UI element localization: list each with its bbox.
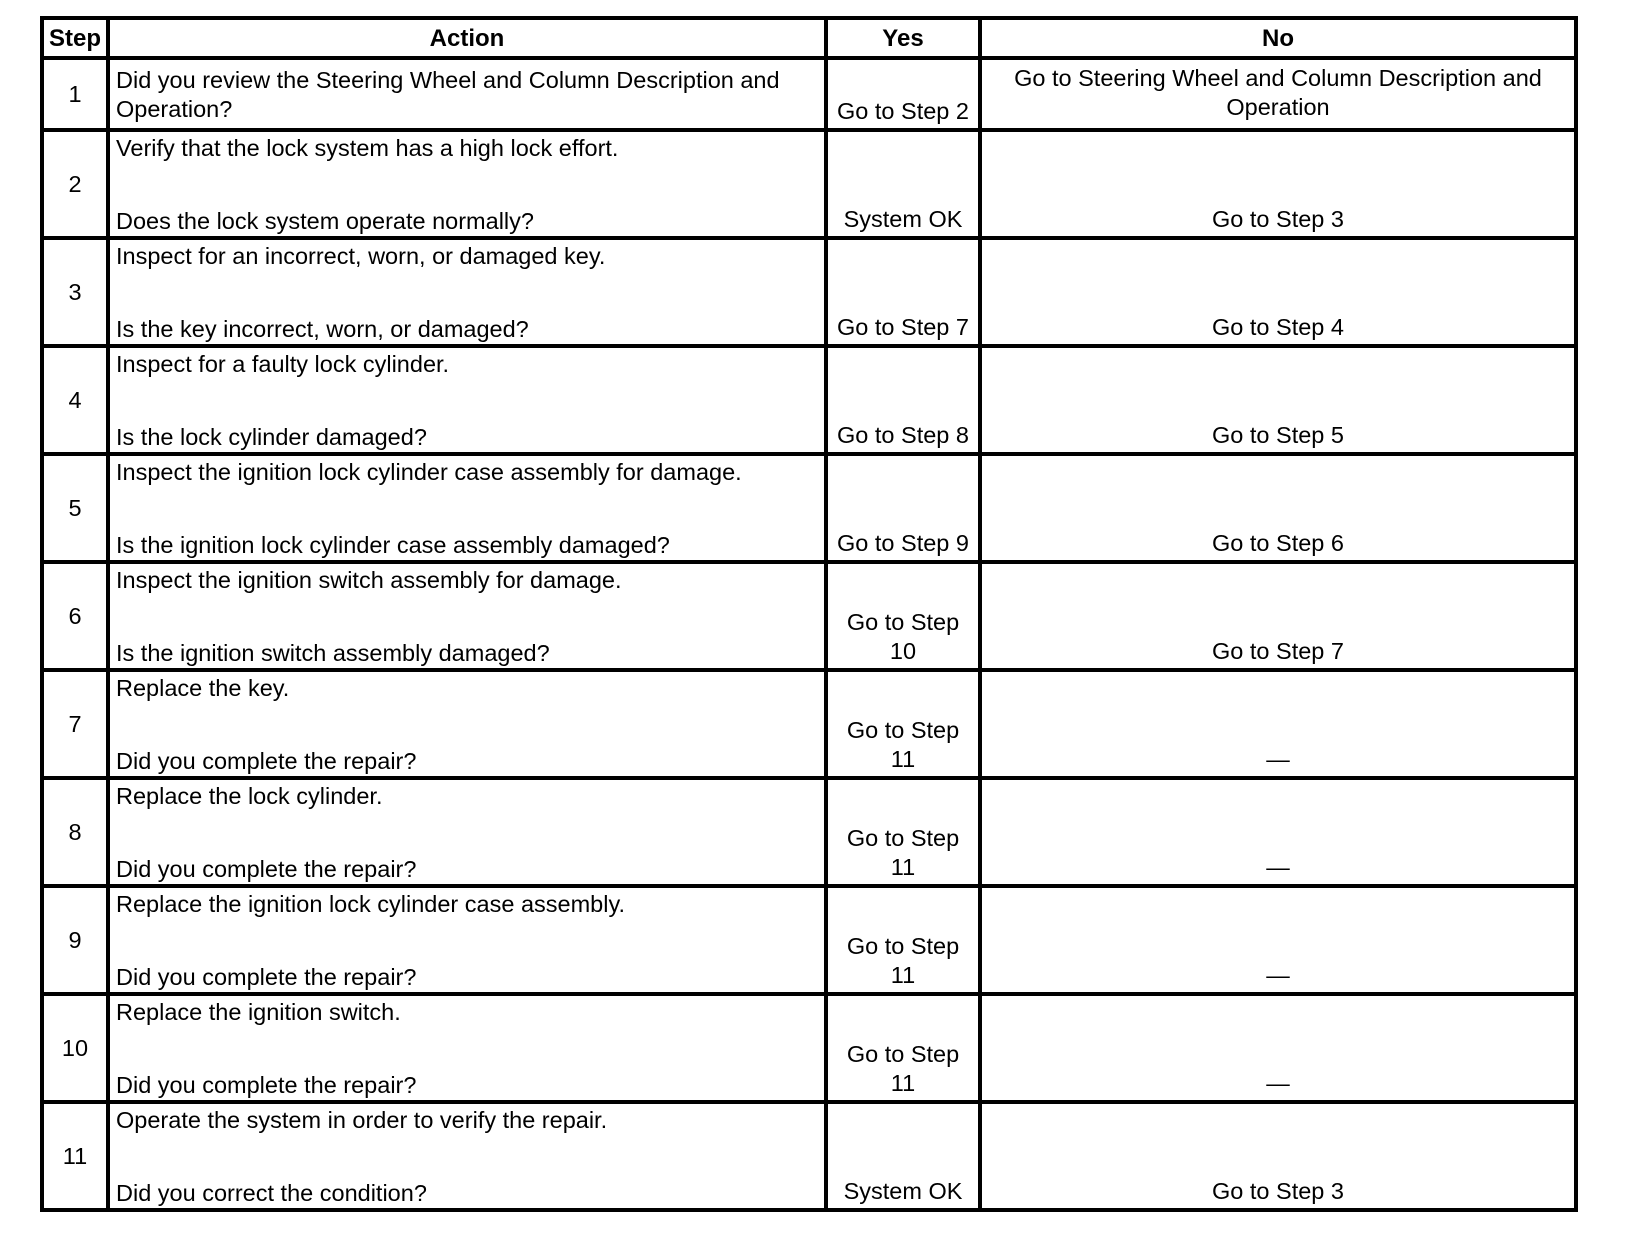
action-instruction: Replace the lock cylinder.: [116, 783, 383, 809]
action-question: Is the ignition lock cylinder case assembly damaged?: [116, 532, 670, 558]
table-body: [42, 58, 1576, 1210]
table-row: [42, 346, 1576, 454]
action-question: Did you complete the repair?: [116, 856, 417, 882]
action-question: Did you complete the repair?: [116, 1072, 417, 1098]
header-row: [42, 18, 1576, 58]
action-cell: [108, 562, 826, 670]
yes-result: Go to Step 2: [826, 58, 980, 130]
action-instruction: Replace the ignition lock cylinder case assembly.: [116, 891, 625, 917]
action-question: Is the lock cylinder damaged?: [116, 424, 427, 450]
no-result: —: [980, 994, 1576, 1102]
action-instruction: Replace the key.: [116, 675, 290, 701]
step-number: 4: [42, 346, 108, 454]
yes-result: Go to Step 7: [826, 238, 980, 346]
table-row: [42, 58, 1576, 130]
step-number: 11: [42, 1102, 108, 1210]
step-number: 3: [42, 238, 108, 346]
action-cell: [108, 886, 826, 994]
no-result: Go to Step 3: [980, 1102, 1576, 1210]
yes-result: Go to Step 11: [826, 994, 980, 1102]
no-result: —: [980, 670, 1576, 778]
action-question: Does the lock system operate normally?: [116, 208, 534, 234]
yes-result: System OK: [826, 1102, 980, 1210]
step-number: 1: [42, 58, 108, 130]
action-question: Did you correct the condition?: [116, 1180, 427, 1206]
table-row: [42, 886, 1576, 994]
yes-result: Go to Step 11: [826, 886, 980, 994]
table-row: [42, 454, 1576, 562]
action-instruction: Verify that the lock system has a high lock effort.: [116, 135, 619, 161]
action-instruction: Replace the ignition switch.: [116, 999, 401, 1025]
header-yes: Yes: [826, 18, 980, 58]
step-number: 2: [42, 130, 108, 238]
action-cell: [108, 994, 826, 1102]
action-question: Is the key incorrect, worn, or damaged?: [116, 316, 529, 342]
no-result: —: [980, 778, 1576, 886]
no-result: —: [980, 886, 1576, 994]
step-number: 8: [42, 778, 108, 886]
header-action: Action: [108, 18, 826, 58]
no-result: Go to Steering Wheel and Column Description and Operation: [980, 58, 1576, 130]
diagnostic-table: [40, 16, 1578, 1212]
action-question: Did you complete the repair?: [116, 748, 417, 774]
action-question: Is the ignition switch assembly damaged?: [116, 640, 550, 666]
action-cell: [108, 238, 826, 346]
action-instruction: Inspect for a faulty lock cylinder.: [116, 351, 450, 377]
action-cell: [108, 58, 826, 130]
no-result: Go to Step 6: [980, 454, 1576, 562]
action-instruction: Operate the system in order to verify the repair.: [116, 1107, 608, 1133]
header-no: No: [980, 18, 1576, 58]
step-number: 7: [42, 670, 108, 778]
yes-result: Go to Step 10: [826, 562, 980, 670]
action-instruction: Inspect the ignition switch assembly for damage.: [116, 567, 622, 593]
step-number: 6: [42, 562, 108, 670]
table-row: [42, 778, 1576, 886]
step-number: 5: [42, 454, 108, 562]
yes-result: System OK: [826, 130, 980, 238]
action-cell: [108, 454, 826, 562]
action-cell: [108, 670, 826, 778]
table-row: [42, 994, 1576, 1102]
action-cell: [108, 346, 826, 454]
table-row: [42, 1102, 1576, 1210]
yes-result: Go to Step 9: [826, 454, 980, 562]
table-row: [42, 562, 1576, 670]
step-number: 9: [42, 886, 108, 994]
action-instruction: Inspect the ignition lock cylinder case assembly for damage.: [116, 459, 742, 485]
action-cell: [108, 130, 826, 238]
no-result: Go to Step 4: [980, 238, 1576, 346]
table-row: [42, 238, 1576, 346]
table-row: [42, 670, 1576, 778]
header-step: Step: [42, 18, 108, 58]
no-result: Go to Step 7: [980, 562, 1576, 670]
action-question: Did you complete the repair?: [116, 964, 417, 990]
action-instruction: Did you review the Steering Wheel and Column Description and Operation?: [116, 67, 780, 122]
table-row: [42, 130, 1576, 238]
yes-result: Go to Step 11: [826, 670, 980, 778]
action-instruction: Inspect for an incorrect, worn, or damaged key.: [116, 243, 606, 269]
action-cell: [108, 778, 826, 886]
yes-result: Go to Step 8: [826, 346, 980, 454]
no-result: Go to Step 5: [980, 346, 1576, 454]
step-number: 10: [42, 994, 108, 1102]
no-result: Go to Step 3: [980, 130, 1576, 238]
yes-result: Go to Step 11: [826, 778, 980, 886]
action-cell: [108, 1102, 826, 1210]
